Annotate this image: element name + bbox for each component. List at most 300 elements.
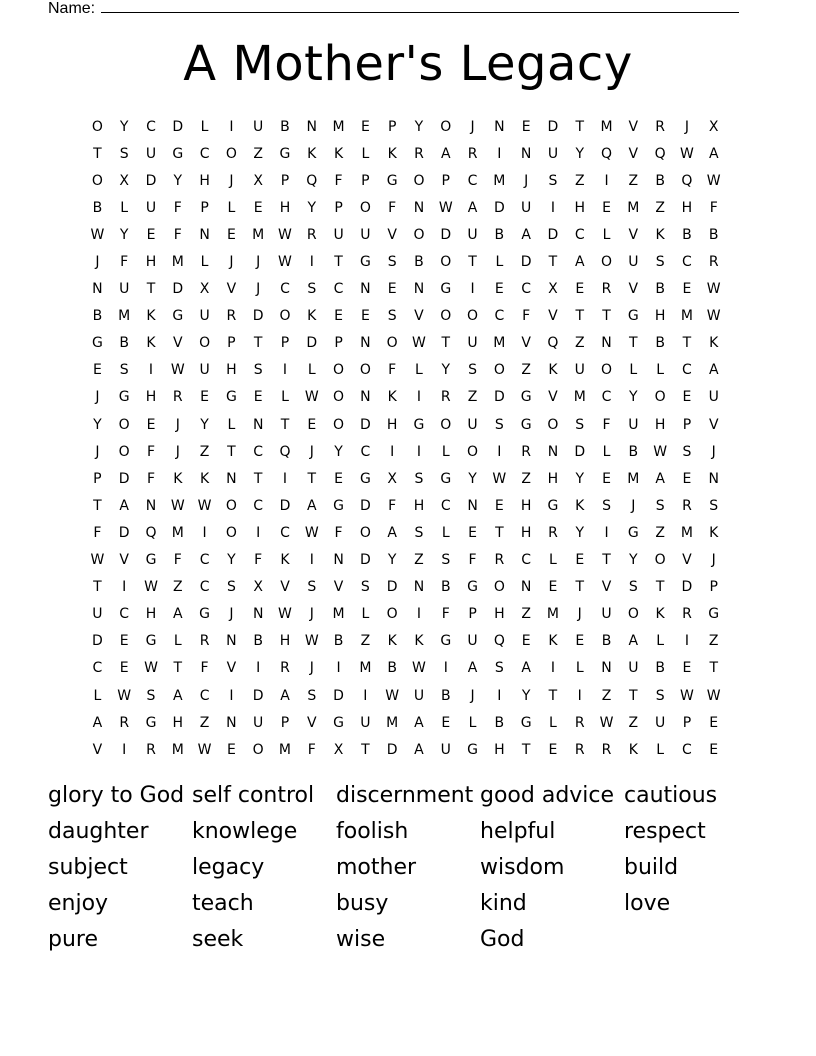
grid-row (84, 736, 736, 763)
grid-letter: E (575, 552, 585, 569)
grid-letter: D (386, 741, 398, 758)
grid-letter: B (333, 633, 344, 650)
grid-letter: Y (521, 687, 531, 704)
grid-letter: U (199, 308, 210, 325)
grid-letter: U (467, 633, 478, 650)
grid-letter: L (549, 714, 557, 731)
grid-letter: J (711, 552, 716, 569)
grid-letter: W (278, 606, 292, 623)
grid-letter: E (521, 118, 531, 135)
grid-letter: H (279, 633, 291, 650)
grid-letter: G (359, 470, 371, 487)
grid-letter: J (309, 660, 314, 677)
grid-letter: E (494, 497, 504, 514)
grid-letter: J (684, 118, 689, 135)
grid-letter: K (387, 633, 397, 650)
grid-letter: J (229, 254, 234, 271)
grid-row (84, 221, 736, 248)
grid-letter: V (226, 660, 237, 677)
grid-letter: U (360, 714, 371, 731)
grid-letter: F (307, 741, 316, 758)
grid-letter: Z (414, 552, 424, 569)
grid-letter: L (656, 633, 665, 650)
grid-letter: O (654, 552, 666, 569)
grid-letter: S (119, 145, 129, 162)
grid-letter: G (225, 389, 237, 406)
grid-letter: F (441, 606, 450, 623)
grid-row (84, 167, 736, 194)
grid-letter: D (145, 172, 157, 189)
grid-letter: O (333, 362, 345, 379)
grid-letter: I (497, 687, 502, 704)
grid-letter: N (360, 335, 371, 352)
grid-letter: N (601, 660, 612, 677)
grid-letter: K (280, 552, 290, 569)
word-bank-item: teach (192, 890, 254, 916)
grid-letter: U (333, 226, 344, 243)
grid-letter: F (709, 199, 718, 216)
grid-letter: H (386, 416, 398, 433)
grid-letter: Y (629, 389, 638, 406)
grid-letter: H (145, 254, 157, 271)
grid-letter: O (252, 741, 264, 758)
grid-letter: Q (493, 633, 505, 650)
grid-letter: G (520, 389, 532, 406)
grid-letter: Z (467, 389, 478, 406)
grid-letter: B (655, 172, 665, 189)
grid-letter: C (253, 497, 264, 514)
grid-letter: T (307, 470, 317, 487)
grid-letter: Q (681, 172, 693, 189)
grid-letter: K (575, 497, 585, 514)
grid-letter: U (413, 687, 425, 704)
grid-letter: B (655, 660, 665, 677)
grid-row (84, 384, 736, 411)
grid-letter: O (91, 172, 103, 189)
grid-letter: I (390, 443, 395, 460)
grid-letter: S (387, 254, 397, 271)
grid-letter: C (280, 524, 290, 541)
grid-letter: R (682, 606, 692, 623)
grid-letter: L (120, 199, 129, 216)
grid-letter: T (575, 579, 585, 596)
grid-letter: Y (173, 172, 183, 189)
grid-letter: T (253, 470, 263, 487)
grid-letter: S (119, 362, 129, 379)
grid-letter: U (547, 145, 559, 162)
grid-letter: N (199, 226, 210, 243)
grid-letter: S (494, 660, 504, 677)
word-bank-item: build (624, 854, 679, 880)
grid-letter: T (253, 335, 263, 352)
grid-letter: D (547, 118, 559, 135)
grid-letter: K (173, 470, 183, 487)
grid-letter: Q (547, 335, 559, 352)
grid-letter: W (90, 552, 105, 569)
grid-letter: G (520, 714, 532, 731)
grid-letter: D (172, 118, 184, 135)
word-bank-item: wisdom (480, 854, 565, 880)
grid-letter: R (467, 145, 478, 162)
grid-letter: K (333, 145, 344, 162)
grid-letter: E (521, 633, 531, 650)
grid-letter: I (604, 524, 609, 541)
grid-letter: O (440, 118, 452, 135)
grid-letter: Y (227, 552, 236, 569)
grid-letter: U (199, 362, 210, 379)
grid-letter: E (146, 416, 156, 433)
grid-letter: N (226, 633, 237, 650)
grid-letter: L (602, 443, 611, 460)
grid-letter: E (387, 281, 397, 298)
grid-letter: D (493, 199, 505, 216)
grid-letter: W (680, 687, 694, 704)
grid-letter: T (629, 687, 638, 704)
grid-letter: E (360, 308, 370, 325)
grid-letter: T (548, 687, 558, 704)
grid-letter: S (602, 497, 611, 514)
grid-letter: D (306, 335, 318, 352)
grid-letter: J (229, 172, 234, 189)
grid-letter: P (334, 335, 343, 352)
grid-letter: W (304, 524, 319, 541)
grid-letter: P (441, 172, 450, 189)
grid-letter: I (309, 552, 314, 569)
grid-letter: D (279, 497, 291, 514)
grid-letter: U (628, 416, 639, 433)
grid-row (84, 709, 736, 736)
grid-letter: B (440, 579, 451, 596)
grid-row (84, 655, 736, 682)
grid-letter: T (93, 579, 102, 596)
grid-letter: J (229, 606, 234, 623)
grid-row (84, 438, 736, 465)
grid-letter: I (416, 443, 422, 460)
grid-letter: H (681, 199, 693, 216)
grid-letter: U (521, 199, 532, 216)
grid-letter: N (360, 281, 371, 298)
grid-letter: O (413, 172, 425, 189)
grid-letter: M (600, 118, 613, 135)
grid-letter: Q (601, 145, 613, 162)
grid-letter: Z (601, 687, 612, 704)
grid-letter: G (708, 606, 720, 623)
grid-letter: R (280, 660, 290, 677)
grid-letter: Z (708, 633, 719, 650)
grid-letter: W (706, 687, 721, 704)
grid-letter: F (334, 524, 343, 541)
grid-letter: Y (629, 552, 638, 569)
grid-letter: S (548, 172, 558, 189)
grid-letter: W (385, 687, 400, 704)
grid-letter: R (708, 254, 719, 271)
grid-row (84, 465, 736, 492)
grid-letter: F (173, 199, 182, 216)
grid-letter: Z (655, 199, 665, 216)
grid-letter: K (655, 606, 665, 623)
grid-letter: A (708, 145, 719, 162)
word-bank-item: mother (336, 854, 417, 880)
grid-letter: W (412, 660, 426, 677)
grid-letter: A (440, 145, 451, 162)
grid-row (84, 492, 736, 519)
grid-letter: A (387, 524, 397, 541)
name-label: Name: (48, 0, 96, 17)
grid-letter: E (602, 199, 611, 216)
grid-letter: H (520, 524, 532, 541)
grid-letter: B (601, 633, 612, 650)
grid-letter: O (601, 254, 613, 271)
grid-letter: P (682, 714, 692, 731)
grid-letter: K (548, 633, 558, 650)
grid-letter: V (601, 579, 612, 596)
grid-letter: U (253, 118, 264, 135)
grid-letter: C (253, 443, 264, 460)
grid-letter: X (333, 741, 344, 758)
grid-letter: W (438, 199, 453, 216)
grid-letter: I (202, 524, 207, 541)
grid-letter: M (546, 606, 559, 623)
grid-letter: J (95, 443, 100, 460)
grid-letter: G (467, 579, 478, 596)
grid-letter: U (601, 606, 612, 623)
grid-letter: C (574, 226, 585, 243)
grid-letter: P (468, 606, 477, 623)
grid-letter: L (468, 714, 477, 731)
grid-letter: A (521, 660, 531, 677)
grid-letter: V (173, 335, 183, 352)
grid-letter: E (226, 741, 236, 758)
grid-letter: R (494, 552, 505, 569)
grid-letter: R (601, 281, 612, 298)
grid-letter: M (171, 524, 184, 541)
grid-letter: C (682, 254, 692, 271)
grid-letter: F (93, 524, 102, 541)
grid-letter: N (520, 145, 532, 162)
grid-letter: G (627, 524, 639, 541)
grid-letter: L (361, 606, 370, 623)
grid-letter: E (307, 416, 317, 433)
grid-letter: I (282, 470, 288, 487)
grid-letter: N (360, 389, 371, 406)
grid-letter: L (200, 118, 209, 135)
grid-letter: R (119, 714, 130, 731)
grid-letter: C (682, 362, 692, 379)
grid-letter: J (256, 281, 261, 298)
grid-row (84, 194, 736, 221)
grid-letter: N (333, 552, 344, 569)
grid-letter: J (470, 118, 475, 135)
grid-letter: V (92, 741, 103, 758)
grid-letter: D (440, 226, 452, 243)
grid-letter: Q (145, 524, 157, 541)
grid-letter: L (441, 524, 450, 541)
grid-letter: X (119, 172, 129, 189)
grid-letter: H (654, 416, 666, 433)
grid-letter: T (682, 335, 692, 352)
grid-letter: L (495, 254, 504, 271)
grid-letter: Z (253, 145, 263, 162)
grid-letter: M (171, 741, 184, 758)
grid-letter: O (118, 416, 130, 433)
grid-letter: O (627, 606, 639, 623)
grid-letter: U (440, 741, 451, 758)
grid-letter: U (655, 714, 666, 731)
grid-letter: X (387, 470, 397, 487)
grid-letter: Z (199, 714, 210, 731)
grid-row (84, 330, 736, 357)
grid-letter: F (200, 660, 209, 677)
grid-letter: D (359, 497, 371, 514)
grid-letter: A (467, 199, 478, 216)
grid-letter: Z (172, 579, 183, 596)
grid-letter: U (92, 606, 103, 623)
grid-letter: M (252, 226, 265, 243)
grid-letter: V (708, 416, 719, 433)
grid-letter: H (226, 362, 237, 379)
grid-letter: R (440, 389, 451, 406)
grid-letter: E (226, 226, 236, 243)
grid-letter: C (333, 281, 344, 298)
word-bank-item: daughter (48, 819, 149, 845)
grid-letter: T (93, 145, 102, 162)
grid-row (84, 276, 736, 303)
grid-letter: H (172, 714, 184, 731)
grid-letter: S (655, 497, 665, 514)
grid-letter: G (359, 254, 371, 271)
grid-letter: G (386, 172, 398, 189)
grid-row (84, 547, 736, 574)
grid-letter: W (117, 687, 132, 704)
word-bank-item: glory to God (48, 783, 185, 809)
word-bank-item: legacy (192, 854, 265, 880)
grid-letter: D (547, 226, 559, 243)
word-bank-item: self control (192, 783, 315, 809)
grid-letter: Y (575, 470, 585, 487)
grid-letter: O (440, 308, 452, 325)
grid-letter: I (256, 660, 261, 677)
grid-letter: M (680, 308, 693, 325)
grid-letter: G (413, 416, 425, 433)
grid-letter: S (360, 579, 370, 596)
grid-letter: G (627, 308, 639, 325)
grid-letter: T (575, 308, 585, 325)
grid-letter: Q (654, 145, 666, 162)
grid-letter: G (172, 308, 184, 325)
grid-letter: E (92, 362, 102, 379)
grid-letter: Y (119, 226, 129, 243)
grid-letter: A (280, 687, 290, 704)
grid-letter: M (359, 660, 372, 677)
word-bank-item: enjoy (48, 890, 109, 916)
grid-letter: X (708, 118, 719, 135)
grid-letter: O (333, 389, 345, 406)
grid-letter: U (708, 389, 719, 406)
word-bank-item: good advice (480, 783, 615, 809)
grid-letter: F (602, 416, 611, 433)
word-bank-item: pure (48, 926, 99, 952)
grid-letter: V (628, 226, 639, 243)
grid-letter: S (253, 362, 263, 379)
grid-letter: C (280, 281, 290, 298)
grid-letter: E (602, 470, 611, 487)
grid-letter: S (494, 416, 504, 433)
grid-letter: B (655, 335, 665, 352)
grid-letter: Z (521, 470, 531, 487)
grid-letter: W (90, 226, 105, 243)
grid-letter: D (386, 579, 398, 596)
grid-letter: E (360, 118, 370, 135)
grid-letter: E (548, 741, 558, 758)
grid-letter: B (655, 281, 665, 298)
grid-letter: J (711, 443, 716, 460)
grid-letter: U (574, 362, 585, 379)
grid-letter: C (199, 145, 210, 162)
grid-letter: W (197, 741, 212, 758)
grid-letter: E (146, 226, 156, 243)
grid-letter: D (359, 416, 371, 433)
grid-letter: X (253, 172, 263, 189)
grid-row (84, 113, 736, 140)
grid-letter: A (173, 606, 183, 623)
grid-letter: E (253, 389, 263, 406)
grid-letter: R (574, 714, 585, 731)
grid-letter: F (388, 362, 397, 379)
grid-letter: U (628, 254, 639, 271)
grid-letter: E (494, 281, 504, 298)
grid-letter: F (173, 226, 182, 243)
grid-row (84, 628, 736, 655)
grid-letter: E (253, 199, 263, 216)
grid-letter: M (493, 335, 506, 352)
word-bank-item: God (480, 926, 525, 952)
word-bank (48, 778, 768, 957)
grid-letter: A (521, 226, 531, 243)
grid-letter: B (92, 199, 103, 216)
grid-row (84, 519, 736, 546)
grid-letter: G (467, 741, 478, 758)
grid-letter: C (682, 741, 692, 758)
grid-letter: T (602, 552, 611, 569)
grid-letter: N (226, 470, 237, 487)
grid-letter: I (550, 660, 556, 677)
grid-letter: I (604, 172, 609, 189)
grid-letter: H (279, 199, 291, 216)
grid-letter: O (225, 524, 237, 541)
grid-letter: N (252, 606, 264, 623)
grid-letter: O (440, 254, 452, 271)
grid-letter: F (388, 497, 397, 514)
grid-letter: H (199, 172, 210, 189)
grid-letter: L (227, 416, 236, 433)
grid-letter: Y (387, 552, 397, 569)
grid-letter: G (333, 714, 344, 731)
grid-letter: W (412, 335, 426, 352)
grid-letter: S (146, 687, 156, 704)
grid-letter: B (253, 633, 263, 650)
grid-letter: O (333, 416, 345, 433)
word-bank-item: cautious (624, 783, 718, 809)
grid-letter: N (547, 443, 559, 460)
grid-letter: V (414, 308, 424, 325)
grid-letter: P (334, 199, 343, 216)
grid-letter: M (573, 389, 586, 406)
grid-letter: V (548, 308, 558, 325)
grid-letter: G (145, 633, 157, 650)
grid-letter: I (416, 606, 422, 623)
grid-letter: Z (655, 524, 665, 541)
grid-letter: O (467, 308, 479, 325)
